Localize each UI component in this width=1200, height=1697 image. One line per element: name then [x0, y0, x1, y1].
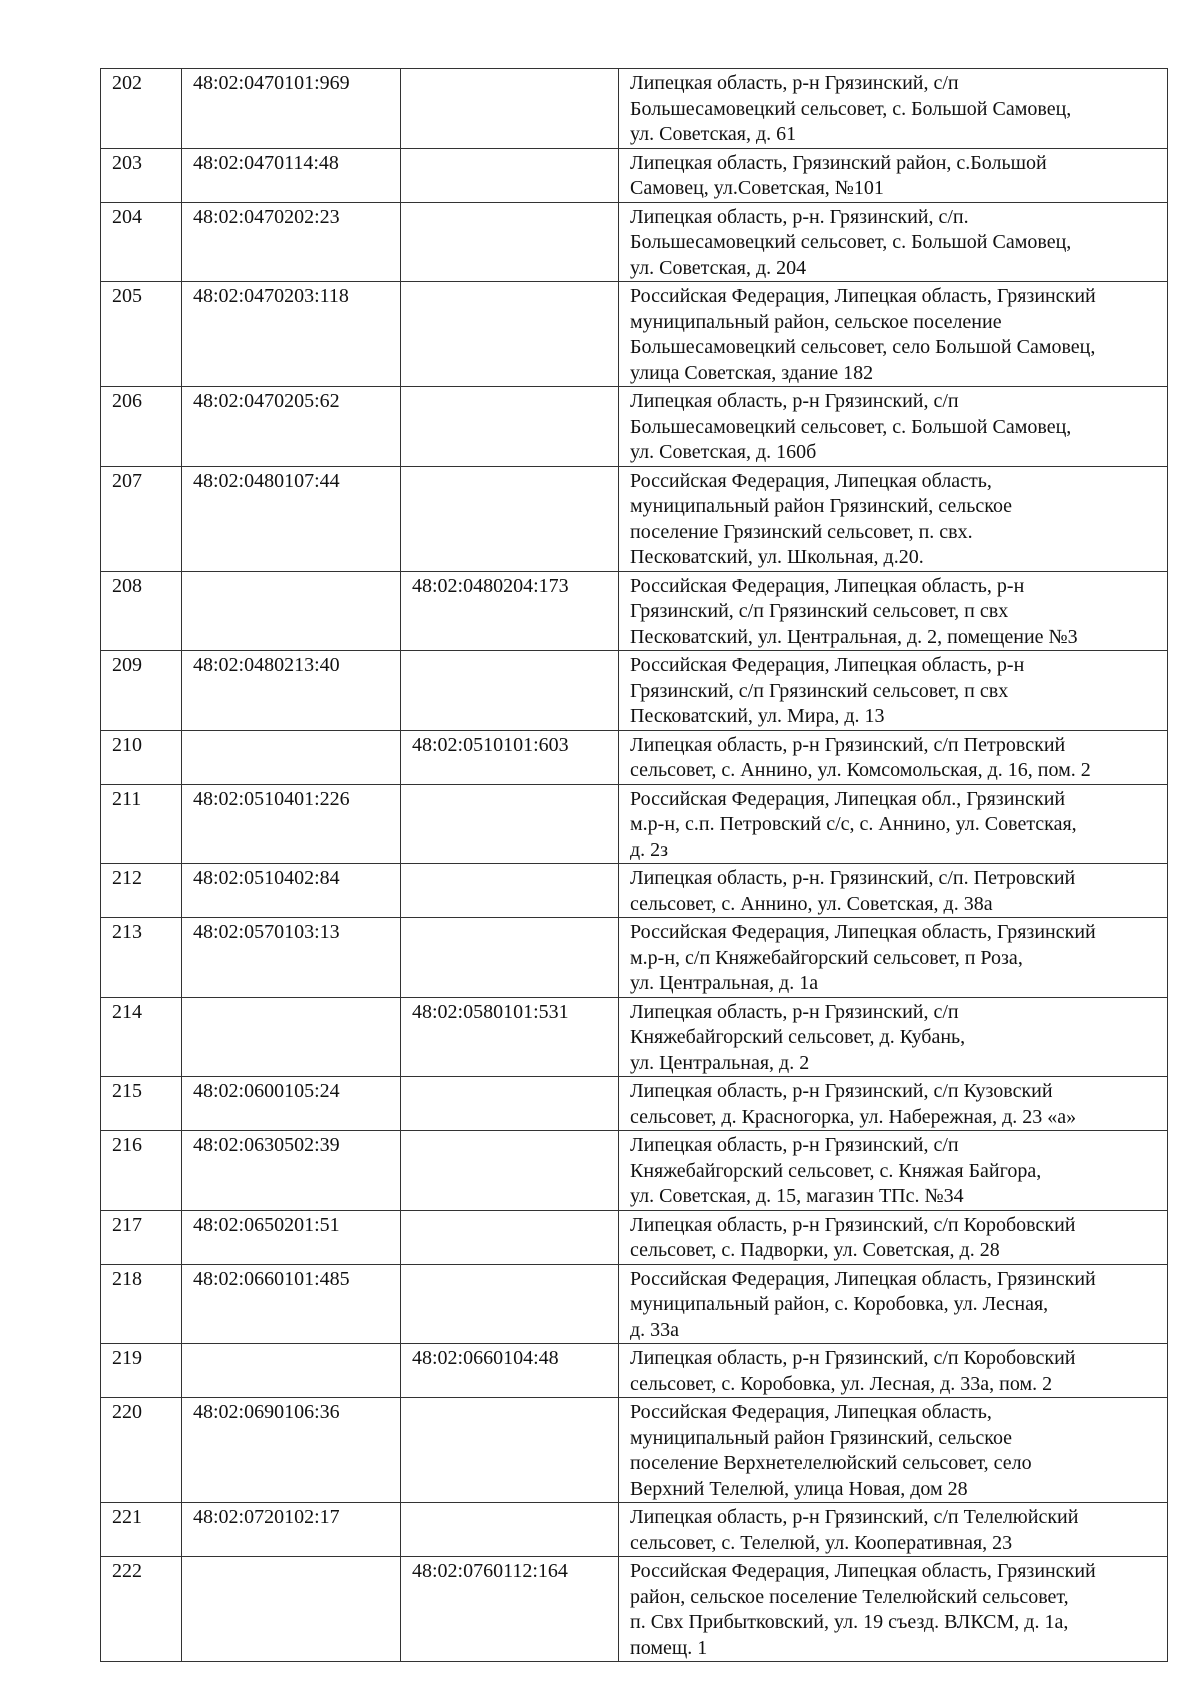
table-row: [101, 997, 1168, 1077]
cadastral-number-land: 48:02:0570103:13: [182, 918, 401, 998]
address-cell: Липецкая область, р-н Грязинский, с/п Кузовский сельсовет, д. Красногорка, ул. Набережная, д. 23 «а»: [619, 1077, 1168, 1131]
cadastral-number-premises: [401, 918, 619, 998]
table-row: [101, 1398, 1168, 1503]
cadastral-number-premises: 48:02:0580101:531: [401, 997, 619, 1077]
table-row: [101, 918, 1168, 998]
address-cell: Липецкая область, р-н Грязинский, с/п Княжебайгорский сельсовет, с. Княжая Байгора, ул. Советская, д. 15, магазин ТПс. №34: [619, 1131, 1168, 1211]
table-row: [101, 651, 1168, 731]
table-row: [101, 1210, 1168, 1264]
address-cell: Российская Федерация, Липецкая область, Грязинский муниципальный район, с. Коробовка, ул. Лесная, д. 33а: [619, 1264, 1168, 1344]
table-row: [101, 1344, 1168, 1398]
row-number: 211: [101, 784, 182, 864]
cadastral-number-land: 48:02:0470202:23: [182, 202, 401, 282]
table-row: [101, 202, 1168, 282]
address-cell: Липецкая область, р-н Грязинский, с/п Княжебайгорский сельсовет, д. Кубань, ул. Центральная, д. 2: [619, 997, 1168, 1077]
row-number: 216: [101, 1131, 182, 1211]
table-row: [101, 282, 1168, 387]
cadastral-number-land: 48:02:0470205:62: [182, 387, 401, 467]
address-cell: Российская Федерация, Липецкая область, муниципальный район Грязинский, сельское поселение Верхнетелелюйский сельсовет, село Верхний Телелюй, улица Новая, дом 28: [619, 1398, 1168, 1503]
cadastral-number-land: 48:02:0660101:485: [182, 1264, 401, 1344]
address-cell: Липецкая область, р-н. Грязинский, с/п. Большесамовецкий сельсовет, с. Большой Самовец, ул. Советская, д. 204: [619, 202, 1168, 282]
row-number: 217: [101, 1210, 182, 1264]
table-row: [101, 1264, 1168, 1344]
cadastral-number-land: [182, 1344, 401, 1398]
cadastral-number-land: 48:02:0510401:226: [182, 784, 401, 864]
row-number: 208: [101, 571, 182, 651]
cadastral-number-premises: 48:02:0760112:164: [401, 1557, 619, 1662]
address-cell: Липецкая область, р-н Грязинский, с/п Телелюйский сельсовет, с. Телелюй, ул. Кооперативная, 23: [619, 1503, 1168, 1557]
address-cell: Липецкая область, р-н Грязинский, с/п Большесамовецкий сельсовет, с. Большой Самовец, ул. Советская, д. 61: [619, 69, 1168, 149]
address-cell: Липецкая область, р-н Грязинский, с/п Коробовский сельсовет, с. Падворки, ул. Советская, д. 28: [619, 1210, 1168, 1264]
table-row: [101, 1557, 1168, 1662]
table-row: [101, 148, 1168, 202]
cadastral-number-land: 48:02:0600105:24: [182, 1077, 401, 1131]
cadastral-number-land: 48:02:0690106:36: [182, 1398, 401, 1503]
row-number: 209: [101, 651, 182, 731]
address-cell: Российская Федерация, Липецкая область, р-н Грязинский, с/п Грязинский сельсовет, п свх Песковатский, ул. Мира, д. 13: [619, 651, 1168, 731]
table-row: [101, 387, 1168, 467]
table-row: [101, 1503, 1168, 1557]
row-number: 220: [101, 1398, 182, 1503]
cadastral-number-premises: [401, 69, 619, 149]
cadastral-number-land: [182, 571, 401, 651]
cadastral-number-premises: [401, 1398, 619, 1503]
row-number: 212: [101, 864, 182, 918]
table-row: [101, 1131, 1168, 1211]
row-number: 215: [101, 1077, 182, 1131]
table-row: [101, 69, 1168, 149]
row-number: 203: [101, 148, 182, 202]
address-cell: Российская Федерация, Липецкая обл., Грязинский м.р-н, с.п. Петровский с/с, с. Аннино, ул. Советская, д. 2з: [619, 784, 1168, 864]
cadastral-number-premises: [401, 1210, 619, 1264]
table-row: [101, 864, 1168, 918]
row-number: 204: [101, 202, 182, 282]
address-cell: Российская Федерация, Липецкая область, муниципальный район Грязинский, сельское поселение Грязинский сельсовет, п. свх. Песковатский, ул. Школьная, д.20.: [619, 466, 1168, 571]
cadastral-number-land: [182, 1557, 401, 1662]
row-number: 221: [101, 1503, 182, 1557]
cadastral-number-premises: [401, 148, 619, 202]
table-row: [101, 1077, 1168, 1131]
property-table: [100, 68, 1168, 1662]
row-number: 207: [101, 466, 182, 571]
address-cell: Российская Федерация, Липецкая область, Грязинский район, сельское поселение Телелюйский сельсовет, п. Свх Прибытковский, ул. 19 съезд. ВЛКСМ, д. 1а, помещ. 1: [619, 1557, 1168, 1662]
cadastral-number-land: 48:02:0720102:17: [182, 1503, 401, 1557]
row-number: 205: [101, 282, 182, 387]
cadastral-number-land: 48:02:0480107:44: [182, 466, 401, 571]
cadastral-number-premises: [401, 1503, 619, 1557]
cadastral-number-land: 48:02:0470203:118: [182, 282, 401, 387]
cadastral-number-premises: 48:02:0510101:603: [401, 730, 619, 784]
table-row: [101, 466, 1168, 571]
cadastral-number-land: 48:02:0470101:969: [182, 69, 401, 149]
row-number: 202: [101, 69, 182, 149]
cadastral-number-premises: [401, 466, 619, 571]
cadastral-number-premises: [401, 1131, 619, 1211]
row-number: 219: [101, 1344, 182, 1398]
row-number: 213: [101, 918, 182, 998]
cadastral-number-premises: [401, 1264, 619, 1344]
cadastral-number-premises: [401, 282, 619, 387]
address-cell: Российская Федерация, Липецкая область, р-н Грязинский, с/п Грязинский сельсовет, п свх Песковатский, ул. Центральная, д. 2, помещение №3: [619, 571, 1168, 651]
address-cell: Российская Федерация, Липецкая область, Грязинский муниципальный район, сельское поселение Большесамовецкий сельсовет, село Большой Самовец, улица Советская, здание 182: [619, 282, 1168, 387]
cadastral-number-premises: [401, 784, 619, 864]
table-row: [101, 571, 1168, 651]
address-cell: Липецкая область, Грязинский район, с.Большой Самовец, ул.Советская, №101: [619, 148, 1168, 202]
row-number: 218: [101, 1264, 182, 1344]
address-cell: Российская Федерация, Липецкая область, Грязинский м.р-н, с/п Княжебайгорский сельсовет, п Роза, ул. Центральная, д. 1а: [619, 918, 1168, 998]
row-number: 214: [101, 997, 182, 1077]
address-cell: Липецкая область, р-н Грязинский, с/п Коробовский сельсовет, с. Коробовка, ул. Лесная, д. 33а, пом. 2: [619, 1344, 1168, 1398]
cadastral-number-premises: [401, 202, 619, 282]
table-body: [101, 69, 1168, 1662]
cadastral-number-land: 48:02:0470114:48: [182, 148, 401, 202]
table-row: [101, 784, 1168, 864]
row-number: 210: [101, 730, 182, 784]
cadastral-number-premises: [401, 1077, 619, 1131]
cadastral-number-premises: [401, 651, 619, 731]
address-cell: Липецкая область, р-н Грязинский, с/п Большесамовецкий сельсовет, с. Большой Самовец, ул. Советская, д. 160б: [619, 387, 1168, 467]
row-number: 206: [101, 387, 182, 467]
row-number: 222: [101, 1557, 182, 1662]
cadastral-number-land: 48:02:0510402:84: [182, 864, 401, 918]
cadastral-number-land: [182, 730, 401, 784]
cadastral-number-land: 48:02:0650201:51: [182, 1210, 401, 1264]
cadastral-number-premises: 48:02:0660104:48: [401, 1344, 619, 1398]
address-cell: Липецкая область, р-н. Грязинский, с/п. Петровский сельсовет, с. Аннино, ул. Советская, д. 38а: [619, 864, 1168, 918]
table-row: [101, 730, 1168, 784]
cadastral-number-land: 48:02:0630502:39: [182, 1131, 401, 1211]
cadastral-number-land: 48:02:0480213:40: [182, 651, 401, 731]
cadastral-number-premises: [401, 387, 619, 467]
cadastral-number-land: [182, 997, 401, 1077]
cadastral-number-premises: [401, 864, 619, 918]
cadastral-number-premises: 48:02:0480204:173: [401, 571, 619, 651]
address-cell: Липецкая область, р-н Грязинский, с/п Петровский сельсовет, с. Аннино, ул. Комсомольская, д. 16, пом. 2: [619, 730, 1168, 784]
